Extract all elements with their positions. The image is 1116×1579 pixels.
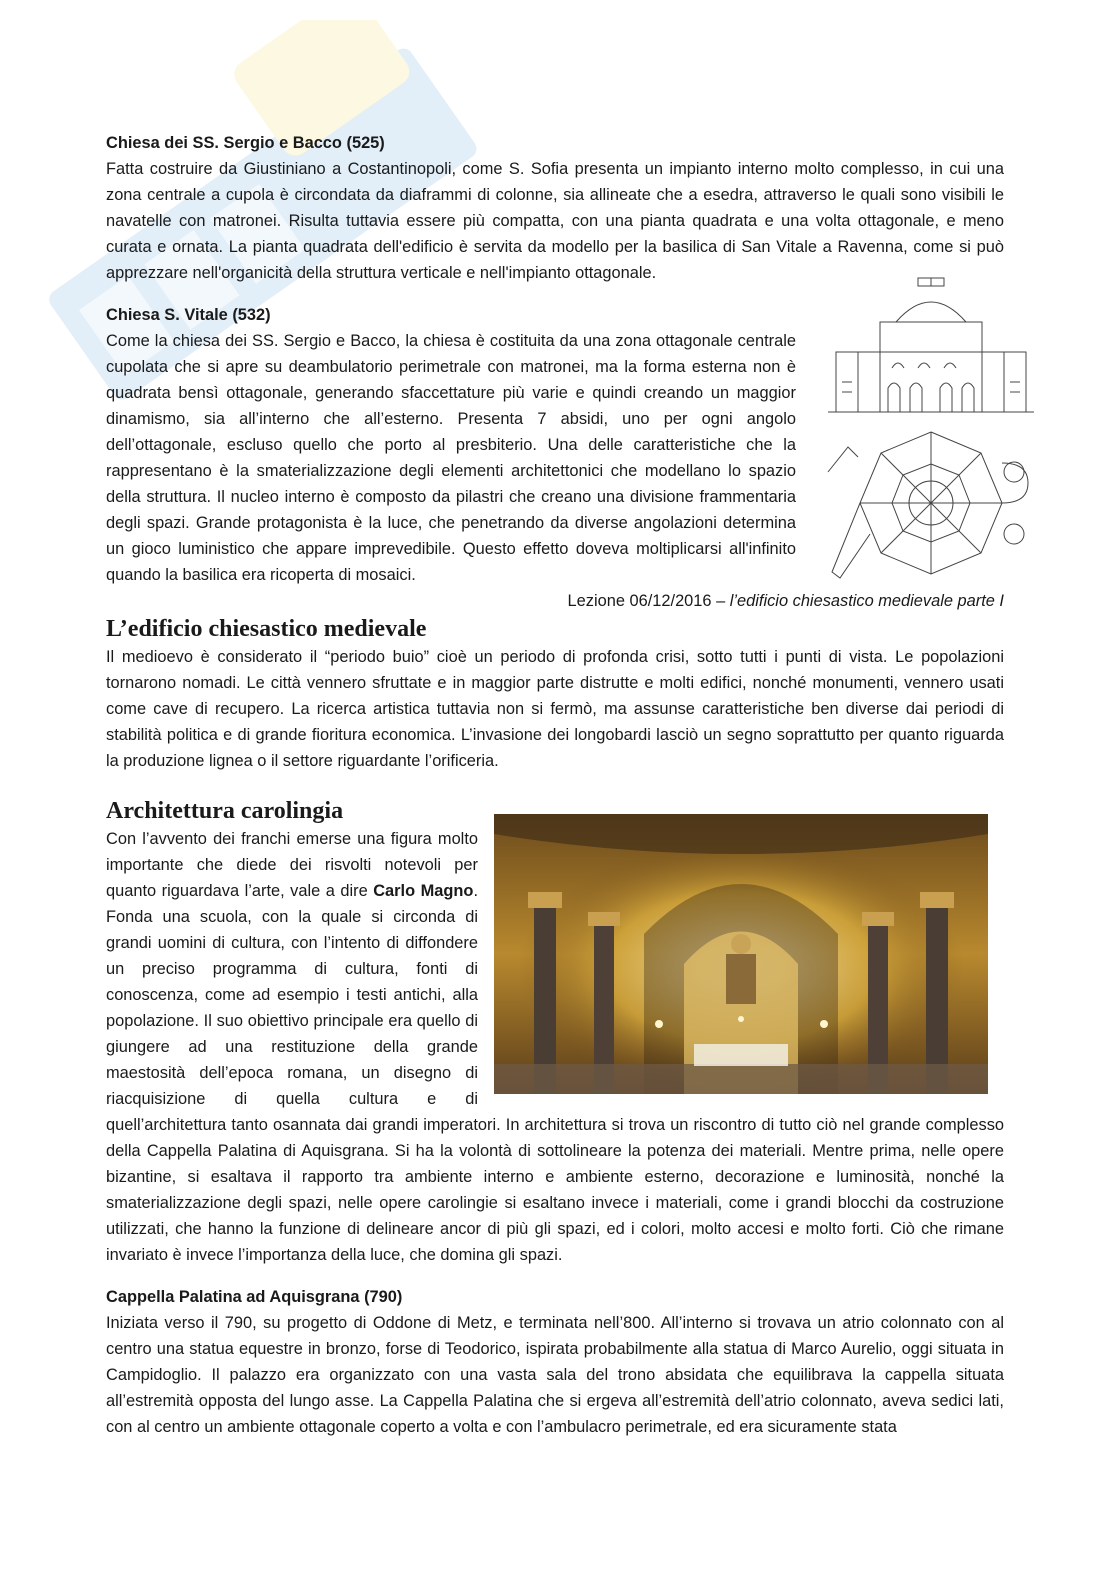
lesson-reference-prefix: Lezione 06/12/2016 –	[567, 592, 730, 610]
lesson-reference-title: l’edificio chiesastico medievale parte I	[729, 592, 1004, 610]
document-content	[106, 130, 1004, 1440]
section-heading-cappella-palatina: Cappella Palatina ad Aquisgrana (790)	[106, 1288, 403, 1306]
paragraph-sergio-bacco: Fatta costruire da Giustiniano a Costantinopoli, come S. Sofia presenta un impianto interno molto complesso, in cui una zona centrale a cupola è circondata da diaframmi di colonne, sia allineate che a esedra, attraverso le quali sono visibili le navatelle con matronei. Risulta tuttavia essere più compatta, con una pianta quadrata e una volta ottagonale, e meno curata e ornata. La pianta quadrata dell'edificio è servita da modello per la basilica di San Vitale a Ravenna, come si può apprezzare nell'organicità della struttura verticale e nell'impianto ottagonale.	[106, 160, 1004, 282]
san-vitale-plan-drawing	[818, 272, 1044, 584]
cappella-palatina-interior-photo	[494, 814, 988, 1094]
lesson-reference	[106, 588, 1004, 614]
section-heading-architettura-carolingia: Architettura carolingia	[106, 798, 344, 824]
section-heading-edificio-chiesastico: L’edificio chiesastico medievale	[106, 616, 427, 642]
carolingia-text-after: . Fonda una scuola, con la quale si circonda di grandi uomini di cultura, con l’intento di diffondere un preciso programma di cultura, fonti di conoscenza, come ad esempio i testi antichi, alla popolazione. Il suo obiettivo principale era quello di giungere ad una restituzione della grande maestosità dell’epoca romana, un disegno di riacquisizione di quella cultura e di quell’architettura tanto osannata dai grandi imperatori. In architettura si trova un riscontro di tutto ciò nel grande complesso della Cappella Palatina di Aquisgrana. Si ha la volontà di sottolineare la potenza dei materiali. Mentre prima, nelle opere bizantine, si esaltava il rapporto tra ambiente interno e ambiente esterno, decorazione e luminosità, nonché la smaterializzazione degli spazi, nelle opere carolingie si esaltano invece i materiali, come i grandi blocchi da costruzione utilizzati, che hanno la funzione di delineare ancor di più gli spazi, ed i colori, molto accesi e molto forti. Ciò che rimane invariato è invece l’importanza della luce, che domina gli spazi.	[106, 882, 1004, 1264]
paragraph-medioevo: Il medioevo è considerato il “periodo buio” cioè un periodo di profonda crisi, sotto tutti i punti di vista. Le popolazioni tornarono nomadi. Le città vennero sfruttate e in maggior parte distrutte e molti edifici, nonché monumenti, vennero usati come cave di recupero. La ricerca artistica tuttavia non si fermò, ma assunse caratteristiche ben diverse dai periodi di stabilità politica e di grande fioritura economica. L’invasione dei longobardi lasciò un segno soprattutto per quanto riguarda la produzione lignea o il settore riguardante l’orificeria.	[106, 648, 1004, 770]
paragraph-san-vitale: Come la chiesa dei SS. Sergio e Bacco, la chiesa è costituita da una zona ottagonale centrale cupolata che si apre su deambulatorio perimetrale con matronei, ma la forma esterna non è quadrata bensì ottagonale, generando sfaccettature più varie e quindi creando un maggior dinamismo, sia all’interno che all’esterno. Presenta 7 absidi, uno per ogni angolo dell’ottagonale, escluso quello che porto al presbiterio. Una delle caratteristiche che la rappresentano è la smaterializzazione degli elementi architettonici che modellano lo spazio della struttura. Il nucleo interno è composto da pilastri che creano una divisione frammentaria degli spazi. Grande protagonista è la luce, che penetrando da diverse angolazioni determina un gioco luministico che appare imprevedibile. Questo effetto doveva moltiplicarsi all'infinito quando la basilica era ricoperta di mosaici.	[106, 332, 796, 584]
paragraph-cappella-palatina: Iniziata verso il 790, su progetto di Oddone di Metz, e terminata nell’800. All’interno si trovava un atrio colonnato con al centro una statua equestre in bronzo, forse di Teodorico, ispirata probabilmente alla statua di Marco Aurelio, oggi situata in Campidoglio. Il palazzo era organizzato con una vasta sala del trono absidata che equilibrava la cappella situata all’estremità opposta del lungo asse. La Cappella Palatina che si ergeva all’estremità dell’atrio colonnato, aveva sedici lati, con al centro un ambiente ottagonale coperto a volta e con l’ambulacro perimetrale, ed era sicuramente stata	[106, 1314, 1004, 1436]
section-heading-san-vitale: Chiesa S. Vitale (532)	[106, 306, 271, 324]
carlo-magno-name: Carlo Magno	[373, 882, 474, 900]
carolingia-text-before: Con l’avvento dei franchi emerse una figura molto importante che diede dei risvolti notevoli per quanto riguardava l’arte, vale a dire	[106, 830, 478, 900]
section-heading-sergio-bacco: Chiesa dei SS. Sergio e Bacco (525)	[106, 134, 385, 152]
